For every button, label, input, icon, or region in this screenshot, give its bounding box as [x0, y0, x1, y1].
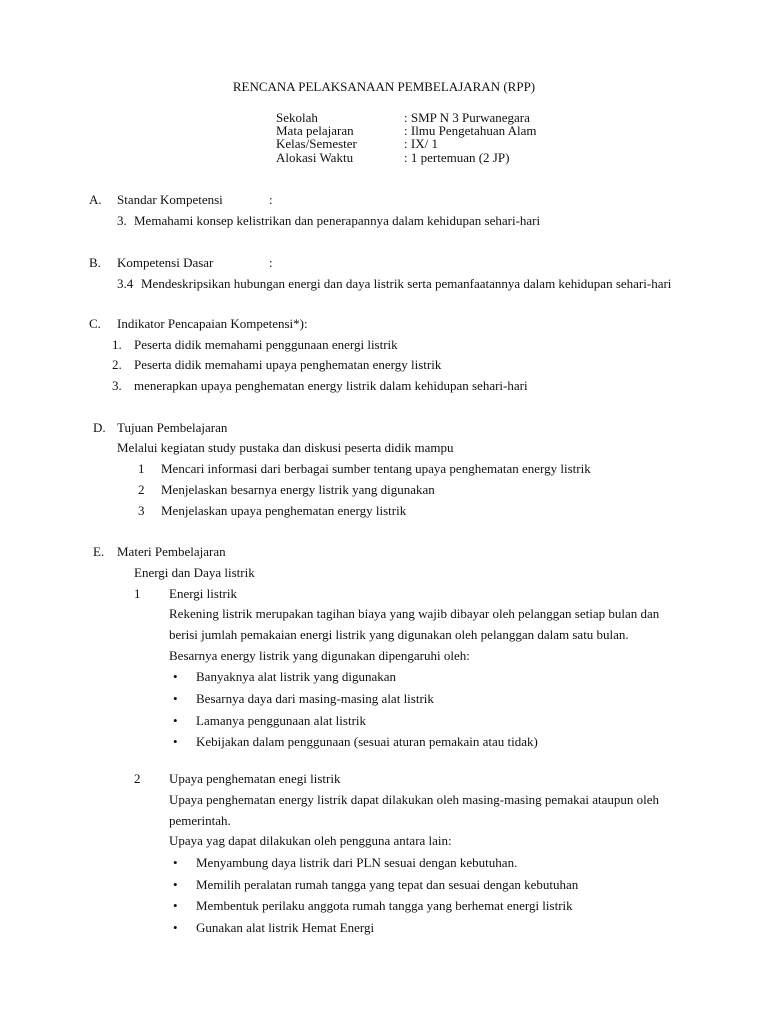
bullet-icon: • — [173, 691, 178, 706]
section-d-title: Tujuan Pembelajaran — [117, 420, 228, 435]
part-1-lead-in: Besarnya energy listrik yang digunakan dipengaruhi oleh: — [169, 648, 470, 663]
part-1-title: Energi listrik — [169, 586, 238, 601]
section-a-title: Standar Kompetensi — [117, 192, 223, 207]
section-e-subtitle: Energi dan Daya listrik — [134, 565, 255, 580]
part-2-bullet-text: Menyambung daya listrik dari PLN sesuai dengan kebutuhan. — [196, 855, 518, 870]
section-e-title: Materi Pembelajaran — [117, 544, 226, 559]
section-c-item-text: Peserta didik memahami penggunaan energi listrik — [134, 337, 398, 352]
header-value-school: : SMP N 3 Purwanegara — [404, 110, 530, 125]
section-d-item-text: Mencari informasi dari berbagai sumber tentang upaya penghematan energy listrik — [161, 461, 591, 476]
part-2-paragraph-line: pemerintah. — [169, 813, 231, 828]
part-2-bullet-text: Gunakan alat listrik Hemat Energi — [196, 920, 375, 935]
section-a-letter: A. — [89, 192, 102, 207]
part-1-paragraph-line: Rekening listrik merupakan tagihan biaya yang wajib dibayar oleh pelanggan setiap bulan dan — [169, 606, 660, 621]
section-b-item-text: Mendeskripsikan hubungan energi dan daya listrik serta pemanfaatannya dalam kehidupan sehari-hari — [141, 276, 672, 291]
part-2-title: Upaya penghematan enegi listrik — [169, 771, 341, 786]
section-c-title: Indikator Pencapaian Kompetensi*): — [117, 316, 308, 331]
section-d-item-number: 2 — [138, 482, 145, 497]
bullet-icon: • — [173, 734, 178, 749]
header-label-school: Sekolah — [276, 110, 318, 125]
part-1-number: 1 — [134, 586, 141, 601]
bullet-icon: • — [173, 877, 178, 892]
section-d-item-text: Menjelaskan upaya penghematan energy listrik — [161, 503, 407, 518]
section-b-item-number: 3.4 — [117, 276, 134, 291]
section-c-item-number: 1. — [112, 337, 122, 352]
section-c-letter: C. — [89, 316, 101, 331]
part-1-bullet-text: Lamanya penggunaan alat listrik — [196, 713, 367, 728]
bullet-icon: • — [173, 713, 178, 728]
part-2-paragraph-line: Upaya penghematan energy listrik dapat dilakukan oleh masing-masing pemakai ataupun oleh — [169, 792, 660, 807]
section-a-item-text: Memahami konsep kelistrikan dan penerapannya dalam kehidupan sehari-hari — [134, 213, 541, 228]
section-d-letter: D. — [93, 420, 106, 435]
section-b-colon: : — [269, 255, 273, 270]
bullet-icon: • — [173, 669, 178, 684]
part-2-bullet-text: Membentuk perilaku anggota rumah tangga yang berhemat energi listrik — [196, 898, 573, 913]
part-1-bullet-text: Banyaknya alat listrik yang digunakan — [196, 669, 397, 684]
header-value-subject: : Ilmu Pengetahuan Alam — [404, 123, 537, 138]
part-2-bullet-text: Memilih peralatan rumah tangga yang tepat dan sesuai dengan kebutuhan — [196, 877, 579, 892]
part-1-bullet-text: Besarnya daya dari masing-masing alat listrik — [196, 691, 434, 706]
bullet-icon: • — [173, 855, 178, 870]
part-2-lead-in: Upaya yag dapat dilakukan oleh pengguna antara lain: — [169, 833, 452, 848]
section-c-item-text: Peserta didik memahami upaya penghematan energy listrik — [134, 357, 442, 372]
section-c-item-text: menerapkan upaya penghematan energy listrik dalam kehidupan sehari-hari — [134, 378, 528, 393]
bullet-icon: • — [173, 898, 178, 913]
section-a-item-number: 3. — [117, 213, 127, 228]
header-value-class: : IX/ 1 — [404, 136, 438, 151]
section-d-item-number: 1 — [138, 461, 145, 476]
bullet-icon: • — [173, 920, 178, 935]
section-e-letter: E. — [93, 544, 105, 559]
section-d-item-text: Menjelaskan besarnya energy listrik yang digunakan — [161, 482, 435, 497]
header-value-time: : 1 pertemuan (2 JP) — [404, 150, 510, 165]
part-1-bullet-text: Kebijakan dalam penggunaan (sesuai aturan pemakain atau tidak) — [196, 734, 538, 749]
header-label-time: Alokasi Waktu — [276, 150, 354, 165]
section-c-item-number: 3. — [112, 378, 122, 393]
part-1-paragraph-line: berisi jumlah pemakaian energi listrik yang digunakan oleh pelanggan dalam satu bulan. — [169, 627, 629, 642]
header-label-subject: Mata pelajaran — [276, 123, 354, 138]
section-a-colon: : — [269, 192, 273, 207]
section-c-item-number: 2. — [112, 357, 122, 372]
section-b-title: Kompetensi Dasar — [117, 255, 214, 270]
section-d-intro: Melalui kegiatan study pustaka dan diskusi peserta didik mampu — [117, 440, 454, 455]
document-title: RENCANA PELAKSANAAN PEMBELAJARAN (RPP) — [232, 79, 536, 94]
section-d-item-number: 3 — [138, 503, 145, 518]
part-2-number: 2 — [134, 771, 141, 786]
header-label-class: Kelas/Semester — [276, 136, 357, 151]
section-b-letter: B. — [89, 255, 101, 270]
